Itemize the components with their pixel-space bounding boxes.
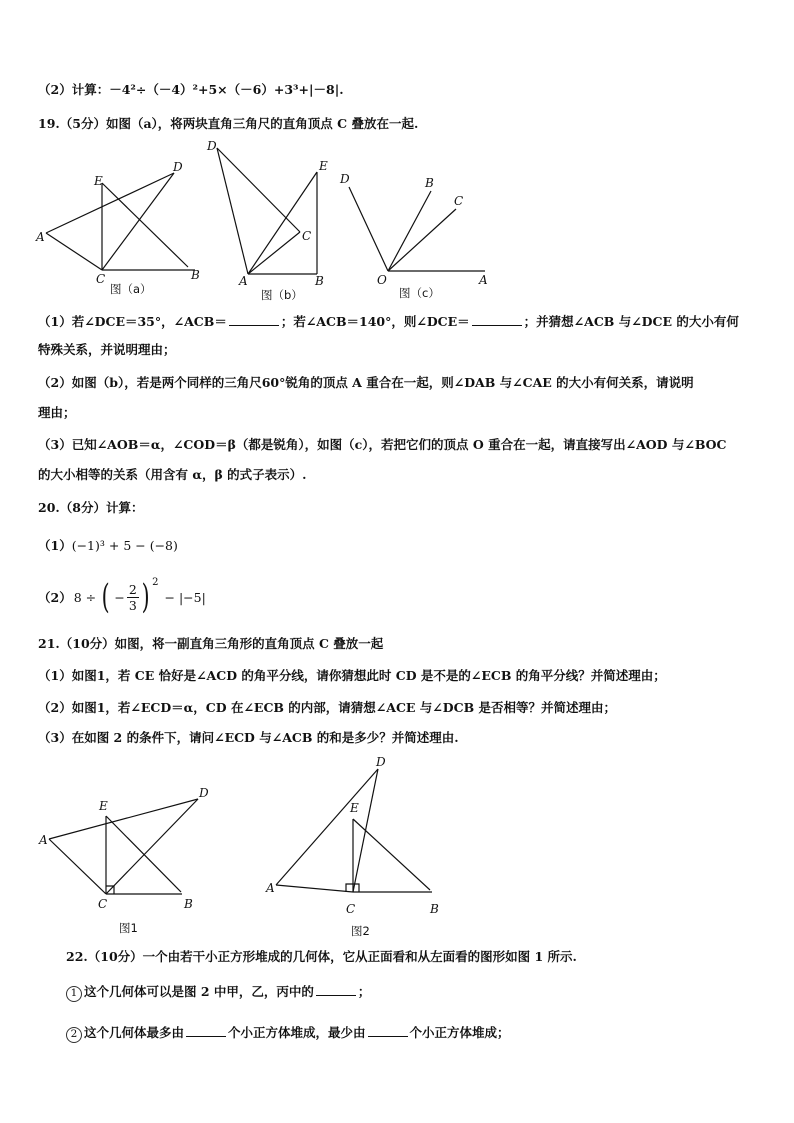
- q22-p1-text: 这个几何体可以是图 2 中甲，乙，丙中的: [84, 984, 314, 999]
- q21-part3: （3）在如图 2 的条件下，请问∠ECD 与∠ACB 的和是多少？并简述理由.: [38, 730, 459, 745]
- q19-part1-line2: 特殊关系，并说明理由；: [38, 342, 176, 357]
- q21-stem: 21.（10分）如图，将一副直角三角形的直角顶点 C 叠放一起: [38, 636, 384, 651]
- q20-p2-tail: − |−5|: [164, 589, 206, 605]
- ray-od: [349, 187, 388, 271]
- label-c: C: [98, 897, 108, 911]
- caption-fig-c: 图（c）: [399, 286, 440, 300]
- q21-part2: （2）如图1，若∠ECD＝α，CD 在∠ECB 的内部，请猜想∠ACE 与∠DCB 是否相等？并简述理由；: [38, 700, 616, 715]
- q22-p2-text-a: 这个几何体最多由: [84, 1025, 185, 1040]
- segment-ad: [276, 769, 378, 885]
- segment-ad: [46, 173, 174, 233]
- q22-part2: [66, 1024, 510, 1043]
- circled-number-1: 1: [66, 986, 82, 1002]
- label-e: E: [350, 801, 359, 815]
- q19-p1-text-b: ；若∠ACB＝140°，则∠DCE＝: [280, 314, 470, 329]
- label-a: A: [479, 273, 488, 287]
- segment-cd: [353, 769, 378, 892]
- q21-part1: （1）如图1，若 CE 恰好是∠ACD 的角平分线，请你猜想此时 CD 是不是的∠ECB 的角平分线？并简述理由；: [38, 668, 666, 683]
- q22-part1: [66, 983, 370, 1002]
- label-d: D: [376, 755, 386, 769]
- segment-ac: [248, 232, 300, 274]
- fraction-denominator: 3: [128, 597, 137, 613]
- q19-part3-line1: （3）已知∠AOB＝α，∠COD＝β（都是锐角），如图（c），若把它们的顶点 O 重合在一起，请直接写出∠AOD 与∠BOC: [38, 437, 727, 452]
- circled-number-2: 2: [66, 1027, 82, 1043]
- segment-eb: [353, 819, 430, 890]
- q19-figure-b: [205, 140, 335, 305]
- q22-stem: 22.（10分）一个由若干小正方形堆成的几何体，它从正面看和从左面看的图形如图 1 所示.: [66, 949, 577, 964]
- q20-p2-exponent: 2: [152, 577, 159, 588]
- caption-fig-a: 图（a）: [110, 282, 152, 296]
- q20-p1-expression: (−1)³ + 5 − (−8): [71, 538, 178, 553]
- q18-part2: （2）计算：－4²÷（－4）²+5×（－6）+3³+|－8|.: [38, 82, 344, 97]
- caption-fig2: 图2: [351, 924, 370, 938]
- segment-dc: [217, 148, 300, 232]
- left-paren: (: [101, 577, 110, 617]
- segment-cd: [106, 799, 198, 894]
- q19-p1-text-c: ；并猜想∠ACB 与∠DCE 的大小有何: [523, 314, 739, 329]
- answer-blank-max[interactable]: [186, 1024, 226, 1037]
- answer-blank-acb[interactable]: [229, 313, 279, 326]
- label-d: D: [199, 786, 209, 800]
- segment-ac: [49, 839, 106, 894]
- label-a: A: [266, 881, 275, 895]
- answer-blank-dce[interactable]: [472, 313, 522, 326]
- q19-figure-a: [30, 155, 210, 300]
- q20-p2-label: （2）: [38, 590, 72, 605]
- q22-p2-text-c: 个小正方体堆成；: [409, 1025, 510, 1040]
- q19-stem: 19.（5分）如图（a），将两块直角三角尺的直角顶点 C 叠放在一起.: [38, 116, 419, 131]
- fraction-numerator: 2: [128, 581, 137, 597]
- answer-blank-min[interactable]: [368, 1024, 408, 1037]
- q19-p1-text-a: （1）若∠DCE＝35°，∠ACB＝: [38, 314, 227, 329]
- label-a: A: [239, 274, 248, 288]
- ray-oc: [388, 209, 456, 271]
- q19-figure-c: [335, 165, 495, 305]
- q20-p1-label: （1）: [38, 538, 72, 553]
- label-d: D: [207, 139, 217, 153]
- label-c: C: [454, 194, 464, 208]
- label-b: B: [191, 268, 200, 282]
- label-b: B: [315, 274, 324, 288]
- label-e: E: [94, 174, 103, 188]
- q20-p2-minus-sign: −: [114, 589, 125, 605]
- segment-ac: [46, 233, 102, 270]
- label-a: A: [39, 833, 48, 847]
- segment-cd: [102, 173, 174, 270]
- label-d: D: [173, 160, 183, 174]
- label-b: B: [425, 176, 434, 190]
- label-c: C: [96, 272, 106, 286]
- ray-ob: [388, 191, 431, 271]
- label-o: O: [377, 273, 387, 287]
- q20-part1: [38, 538, 178, 554]
- segment-ae: [248, 172, 317, 274]
- segment-ad: [217, 148, 248, 274]
- segment-eb: [102, 183, 188, 267]
- label-b: B: [184, 897, 193, 911]
- label-c: C: [302, 229, 312, 243]
- q20-p2-dividend: 8 ÷: [73, 589, 97, 605]
- q20-part2: [38, 575, 206, 619]
- q19-part2-line1: （2）如图（b），若是两个同样的三角尺60°锐角的顶点 A 重合在一起，则∠DAB 与∠CAE 的大小有何关系，请说明: [38, 375, 694, 390]
- caption-fig-b: 图（b）: [261, 288, 303, 302]
- q19-part2-line2: 理由；: [38, 405, 76, 420]
- label-d: D: [340, 172, 350, 186]
- right-paren: ): [141, 577, 150, 617]
- q19-part3-line2: 的大小相等的关系（用含有 α，β 的式子表示）.: [38, 467, 307, 482]
- answer-blank-shape[interactable]: [316, 983, 356, 996]
- q20-stem: 20.（8分）计算：: [38, 500, 144, 515]
- caption-fig1: 图1: [119, 921, 138, 935]
- label-e: E: [319, 159, 328, 173]
- segment-ac: [276, 885, 353, 892]
- label-c: C: [346, 902, 356, 916]
- fraction: [127, 582, 139, 613]
- q21-figure-2: [262, 752, 462, 942]
- q19-part1-line1: [38, 313, 739, 330]
- q22-p2-text-b: 个小正方体堆成，最少由: [228, 1025, 366, 1040]
- q21-figure-1: [35, 782, 225, 942]
- label-b: B: [430, 902, 439, 916]
- label-e: E: [99, 799, 108, 813]
- q22-p1-tail: ；: [357, 984, 371, 999]
- label-a: A: [36, 230, 45, 244]
